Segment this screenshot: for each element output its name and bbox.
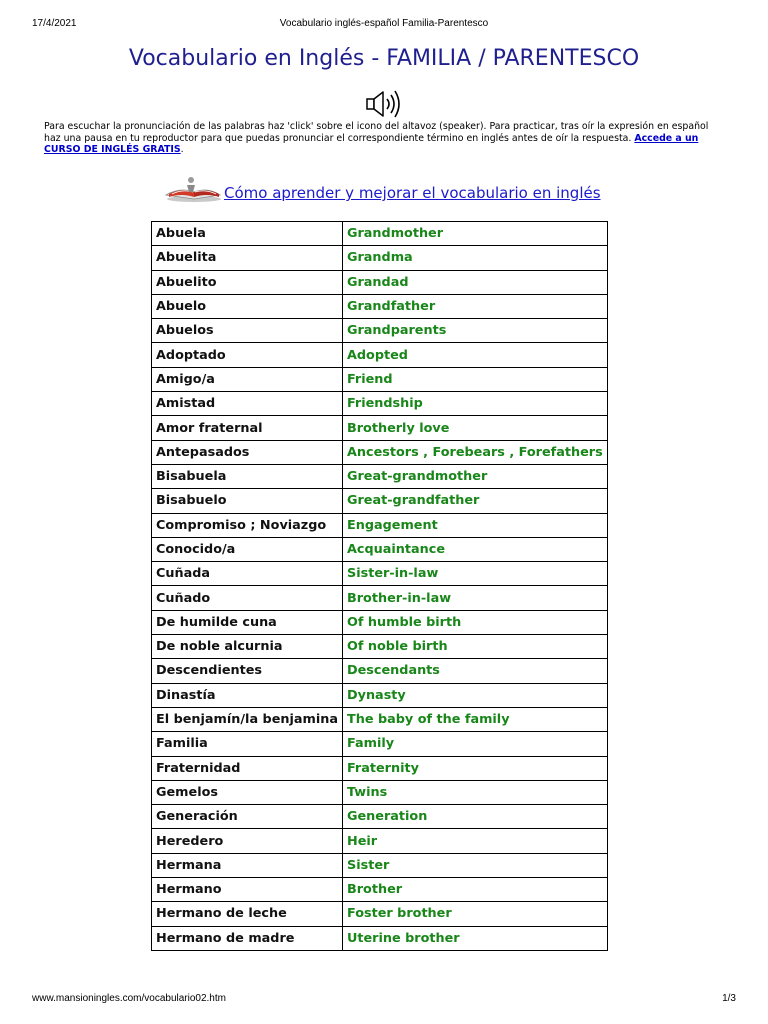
spanish-term: Familia [152,732,343,756]
spanish-term: Gemelos [152,780,343,804]
print-date: 17/4/2021 [32,18,77,29]
vocabulary-table [151,221,608,951]
spanish-term: Bisabuelo [152,489,343,513]
free-course-link[interactable]: Accede a un CURSO DE INGLÉS GRATIS [44,132,699,155]
table-row [152,270,608,294]
spanish-term: Fraternidad [152,756,343,780]
table-row [152,926,608,950]
table-row [152,343,608,367]
table-row [152,464,608,488]
spanish-term: Conocido/a [152,537,343,561]
spanish-term: Bisabuela [152,464,343,488]
table-row [152,586,608,610]
print-url: www.mansioningles.com/vocabulario02.htm [32,993,226,1004]
english-term: Grandparents [342,319,607,343]
intro-paragraph [44,121,724,156]
table-row [152,707,608,731]
english-term: Twins [342,780,607,804]
english-term: Uterine brother [342,926,607,950]
spanish-term: Hermana [152,853,343,877]
table-row [152,294,608,318]
english-term: Grandad [342,270,607,294]
spanish-term: Abuelito [152,270,343,294]
english-term: Generation [342,805,607,829]
english-term: Ancestors , Forebears , Forefathers [342,440,607,464]
table-row [152,853,608,877]
table-row [152,732,608,756]
english-term: Descendants [342,659,607,683]
table-row [152,659,608,683]
english-term: Friendship [342,392,607,416]
table-row [152,367,608,391]
page-content [0,32,768,988]
table-row [152,489,608,513]
table-row [152,222,608,246]
spanish-term: Compromiso ; Noviazgo [152,513,343,537]
spanish-term: Hermano de madre [152,926,343,950]
page-title: Vocabulario en Inglés - FAMILIA / PARENTESCO [128,46,640,71]
english-term: Family [342,732,607,756]
table-row [152,805,608,829]
english-term: Brotherly love [342,416,607,440]
table-row [152,756,608,780]
speaker-icon[interactable] [364,88,406,120]
table-row [152,878,608,902]
learn-vocabulary-link[interactable]: Cómo aprender y mejorar el vocabulario en inglés [224,184,601,202]
table-row [152,416,608,440]
print-header [32,18,736,32]
spanish-term: Generación [152,805,343,829]
table-row [152,635,608,659]
print-page-number: 1/3 [722,993,736,1004]
english-term: Grandfather [342,294,607,318]
spanish-term: Amigo/a [152,367,343,391]
print-document-title: Vocabulario inglés-español Familia-Parentesco [279,18,489,29]
spanish-term: Amistad [152,392,343,416]
english-term: Friend [342,367,607,391]
english-term: Brother [342,878,607,902]
english-term: Foster brother [342,902,607,926]
english-term: Adopted [342,343,607,367]
table-row [152,610,608,634]
table-row [152,683,608,707]
english-term: Of noble birth [342,635,607,659]
spanish-term: Abuelita [152,246,343,270]
spanish-term: Abuelos [152,319,343,343]
table-row [152,537,608,561]
english-term: Great-grandfather [342,489,607,513]
english-term: Engagement [342,513,607,537]
english-term: The baby of the family [342,707,607,731]
english-term: Great-grandmother [342,464,607,488]
english-term: Grandma [342,246,607,270]
spanish-term: Heredero [152,829,343,853]
english-term: Brother-in-law [342,586,607,610]
spanish-term: De humilde cuna [152,610,343,634]
spanish-term: Abuela [152,222,343,246]
english-term: Sister-in-law [342,562,607,586]
spanish-term: Cuñada [152,562,343,586]
spanish-term: Abuelo [152,294,343,318]
table-row [152,829,608,853]
table-row [152,780,608,804]
table-row [152,440,608,464]
open-book-icon [164,175,222,203]
spanish-term: Dinastía [152,683,343,707]
table-row [152,562,608,586]
table-row [152,513,608,537]
spanish-term: Cuñado [152,586,343,610]
english-term: Of humble birth [342,610,607,634]
spanish-term: Hermano de leche [152,902,343,926]
spanish-term: Antepasados [152,440,343,464]
english-term: Grandmother [342,222,607,246]
english-term: Acquaintance [342,537,607,561]
print-footer [32,993,736,1007]
table-row [152,392,608,416]
spanish-term: El benjamín/la benjamina [152,707,343,731]
spanish-term: Hermano [152,878,343,902]
intro-end: . [180,144,184,155]
english-term: Sister [342,853,607,877]
table-row [152,246,608,270]
vocabulary-table-body [152,222,608,951]
english-term: Dynasty [342,683,607,707]
spanish-term: Descendientes [152,659,343,683]
spanish-term: Adoptado [152,343,343,367]
english-term: Fraternity [342,756,607,780]
table-row [152,319,608,343]
table-row [152,902,608,926]
spanish-term: De noble alcurnia [152,635,343,659]
english-term: Heir [342,829,607,853]
spanish-term: Amor fraternal [152,416,343,440]
intro-text: Para escuchar la pronunciación de las palabras haz 'click' sobre el icono del altavoz (speaker). Para practicar, tras oír la expresión en español haz una pausa en tu reproductor para que puedas pronunciar el correspondiente término en inglés antes de oír la respuesta. [44,121,709,144]
